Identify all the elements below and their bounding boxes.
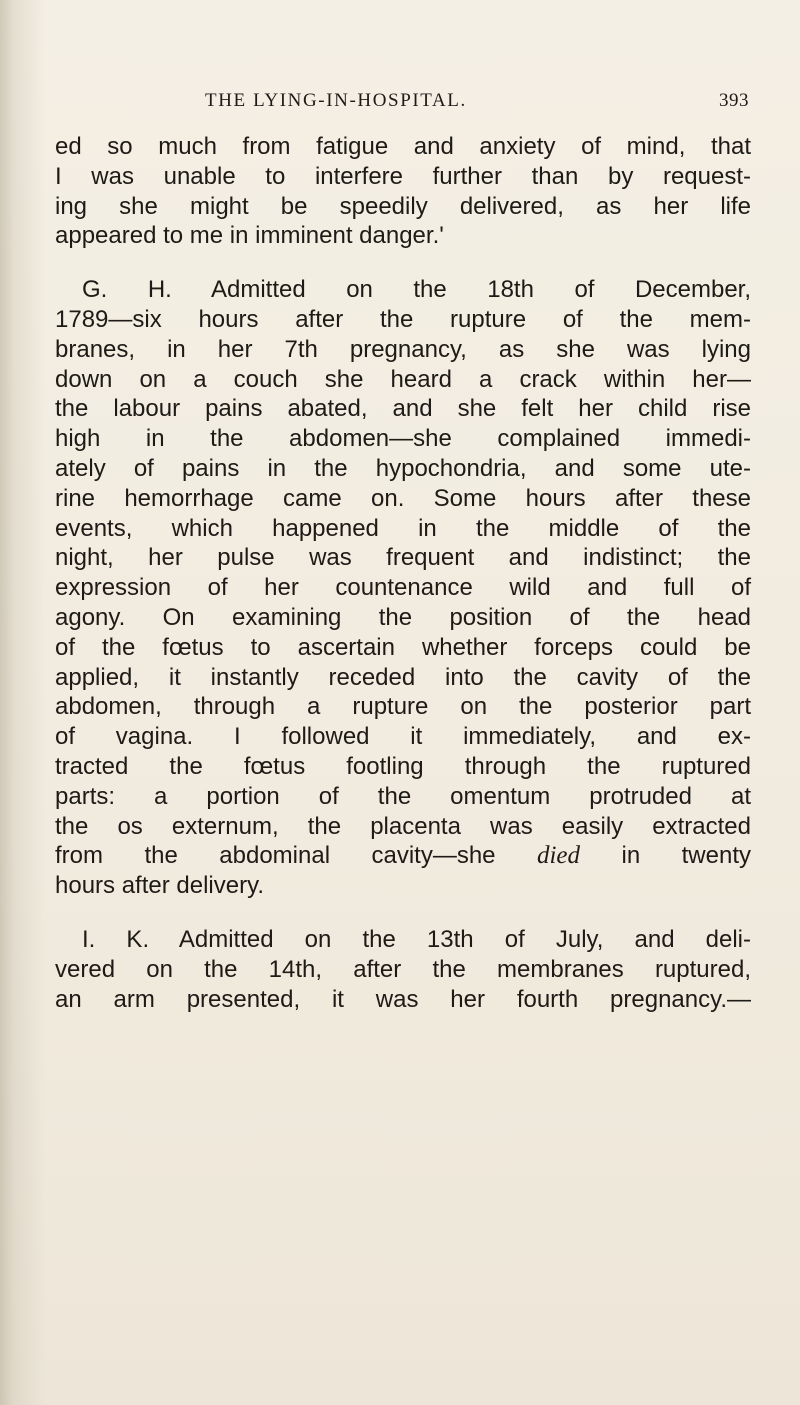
text-line: applied, it instantly receded into the cavity of the [55,663,751,691]
text-line: an arm presented, it was her fourth pregnancy.— [55,985,751,1013]
text-line: parts: a portion of the omentum protruded at [55,782,751,810]
paragraph-continuation [55,132,751,251]
text-line: of vagina. I followed it immediately, and ex- [55,723,751,751]
paragraph-gap [55,251,751,275]
text-line: ed so much from fatigue and anxiety of mind, that [55,133,751,160]
text-line: I. K. Admitted on the 13th of July, and deli- [82,925,751,953]
text-line: agony. On examining the position of the head [55,603,751,631]
text-line: rine hemorrhage came on. Some hours after these [55,484,751,512]
text-line: ing she might be speedily delivered, as her life [55,192,751,220]
text-line: hours after delivery. [55,872,264,900]
text-line: abdomen, through a rupture on the posterior part [55,693,751,721]
page-header [205,90,749,120]
text-line: of the fœtus to ascertain whether forceps could be [55,633,751,661]
text-segment: from the abdominal cavity—she [55,842,537,870]
text-line: branes, in her 7th pregnancy, as she was lying [55,335,751,363]
emphasized-word: died [536,842,581,870]
text-line: vered on the 14th, after the membranes ruptured, [55,955,751,983]
text-line: expression of her countenance wild and full of [55,574,751,602]
text-line: appeared to me in imminent danger.' [55,222,444,250]
text-line: 1789—six hours after the rupture of the mem- [55,305,751,333]
text-line: down on a couch she heard a crack within her— [55,365,751,393]
page-number: 393 [719,90,749,111]
paragraph-case-ik [55,925,751,1014]
text-line: events, which happened in the middle of the [55,514,751,542]
text-segment: in twenty [580,842,751,870]
text-line: the os externum, the placenta was easily extracted [55,812,751,840]
paragraph-case-gh [55,275,751,901]
body-text [55,132,751,1014]
text-line: ately of pains in the hypochondria, and some ute- [55,454,751,482]
text-line: tracted the fœtus footling through the ruptured [55,752,751,780]
text-line-with-emphasis [55,841,751,871]
text-line: high in the abdomen—she complained immedi- [55,425,751,453]
text-line: night, her pulse was frequent and indistinct; the [55,544,751,572]
text-line: the labour pains abated, and she felt her child rise [55,395,751,423]
text-line: I was unable to interfere further than by request- [55,162,751,190]
running-head: THE LYING-IN-HOSPITAL. [205,90,467,111]
paragraph-gap [55,901,751,925]
text-line: G. H. Admitted on the 18th of December, [82,276,751,304]
